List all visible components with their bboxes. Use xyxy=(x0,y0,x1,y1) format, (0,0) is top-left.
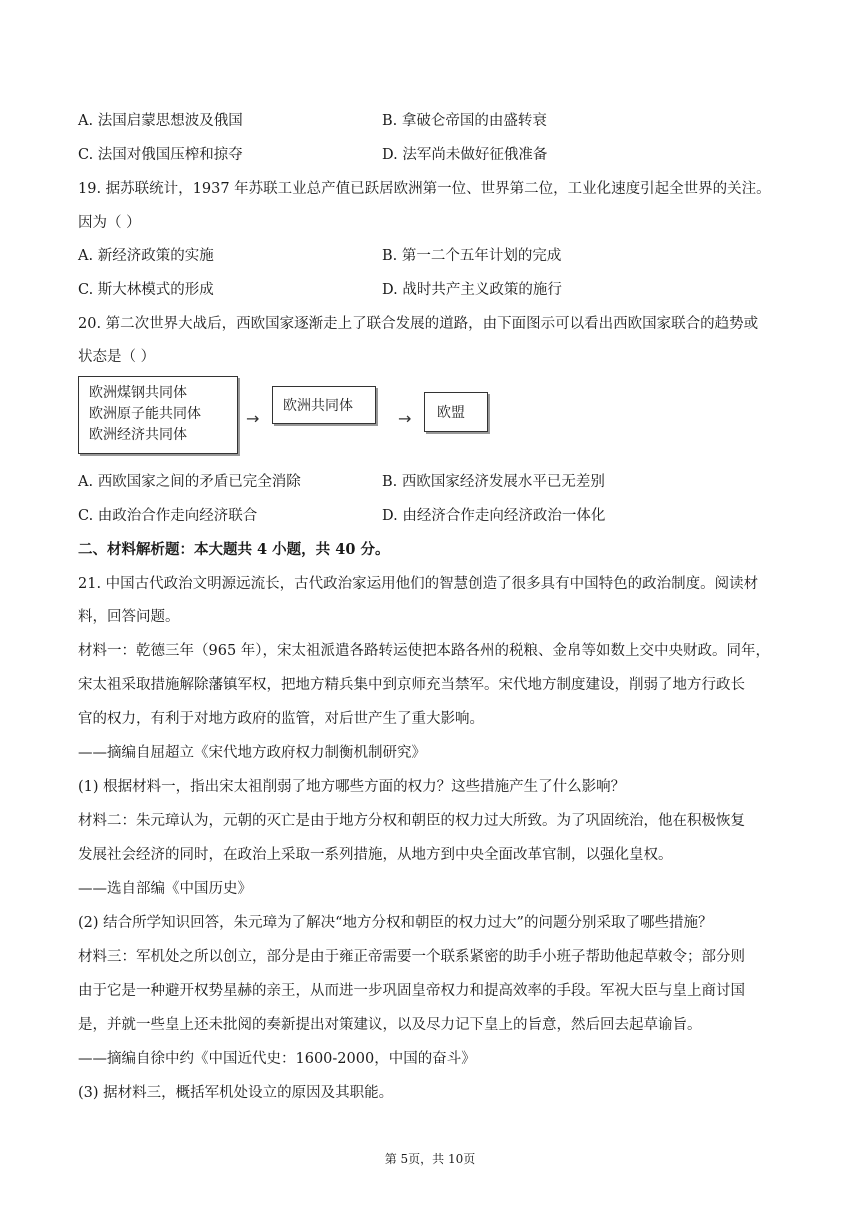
material-3-line2: 由于它是一种避开权势星赫的亲王，从而进一步巩固皇帝权力和提高效率的手段。军祝大臣与皇上商讨国 xyxy=(78,983,745,999)
q20-option-a: A. 西欧国家之间的矛盾已完全消除 xyxy=(78,474,301,490)
q20-option-b: B. 西欧国家经济发展水平已无差别 xyxy=(382,474,605,490)
diagram-box-communities xyxy=(78,376,238,454)
page-footer: 第 5页，共 10页 xyxy=(384,1152,476,1166)
material-2-line1: 材料二：朱元璋认为，元朝的灭亡是由于地方分权和朝臣的权力过大所致。为了巩固统治，他在积极恢复 xyxy=(78,813,745,829)
diagram-box-eu: 欧盟 xyxy=(424,392,488,432)
material-3-line1: 材料三：军机处之所以创立，部分是由于雍正帝需要一个联系紧密的助手小班子帮助他起草敕令；部分则 xyxy=(78,949,745,965)
q21-stem-line1: 21. 中国古代政治文明源远流长，古代政治家运用他们的智慧创造了很多具有中国特色的政治制度。阅读材 xyxy=(78,576,759,592)
material-2-line2: 发展社会经济的同时，在政治上采取一系列措施，从地方到中央全面改革官制，以强化皇权。 xyxy=(78,847,673,863)
q20-stem-line2: 状态是（ ） xyxy=(78,349,156,365)
q18-option-a: A. 法国启蒙思想波及俄国 xyxy=(78,113,243,129)
q18-option-b: B. 拿破仑帝国的由盛转衰 xyxy=(382,113,547,129)
diagram-eec-label: 欧洲经济共同体 xyxy=(89,427,187,443)
material-1-line1: 材料一：乾德三年（965 年），宋太祖派遣各路转运使把本路各州的税粮、金帛等如数上交中央财政。同年， xyxy=(78,643,771,659)
q19-stem-line1: 19. 据苏联统计，1937 年苏联工业总产值已跃居欧洲第一位、世界第二位，工业化速度引起全世界的关注。 xyxy=(78,181,771,197)
question-1: (1) 根据材料一，指出宋太祖削弱了地方哪些方面的权力？这些措施产生了什么影响？ xyxy=(78,779,626,795)
q19-option-b: B. 第一二个五年计划的完成 xyxy=(382,248,562,264)
diagram-ecsc-label: 欧洲煤钢共同体 xyxy=(89,385,187,401)
material-3-source: ——摘编自徐中约《中国近代史：1600-2000，中国的奋斗》 xyxy=(78,1051,476,1067)
q19-option-a: A. 新经济政策的实施 xyxy=(78,248,214,264)
diagram-arrow-2: → xyxy=(398,409,412,428)
material-1-source: ——摘编自屈超立《宋代地方政府权力制衡机制研究》 xyxy=(78,745,426,761)
material-2-source: ——选自部编《中国历史》 xyxy=(78,881,252,897)
section-2-title: 二、材料解析题：本大题共 4 小题，共 40 分。 xyxy=(78,541,390,558)
q19-option-c: C. 斯大林模式的形成 xyxy=(78,282,214,298)
diagram-box-ec: 欧洲共同体 xyxy=(272,386,376,424)
material-1-line3: 官的权力，有利于对地方政府的监管，对后世产生了重大影响。 xyxy=(78,711,484,727)
q18-option-c: C. 法国对俄国压榨和掠夺 xyxy=(78,147,243,163)
q19-stem-line2: 因为（ ） xyxy=(78,215,141,231)
question-3: (3) 据材料三，概括军机处设立的原因及其职能。 xyxy=(78,1085,394,1101)
diagram-euratom-label: 欧洲原子能共同体 xyxy=(89,406,201,422)
q20-option-c: C. 由政治合作走向经济联合 xyxy=(78,508,258,524)
eu-integration-diagram xyxy=(78,376,498,460)
diagram-arrow-1: → xyxy=(246,409,260,428)
question-2: (2) 结合所学知识回答，朱元璋为了解决“地方分权和朝臣的权力过大”的问题分别采取了哪些措施？ xyxy=(78,915,713,931)
q18-option-d: D. 法军尚未做好征俄准备 xyxy=(382,147,548,163)
q21-stem-line2: 料，回答问题。 xyxy=(78,609,180,625)
q20-stem-line1: 20. 第二次世界大战后，西欧国家逐渐走上了联合发展的道路，由下面图示可以看出西欧国家联合的趋势或 xyxy=(78,316,759,332)
material-1-line2: 宋太祖采取措施解除藩镇军权，把地方精兵集中到京师充当禁军。宋代地方制度建设，削弱了地方行政长 xyxy=(78,677,745,693)
q20-option-d: D. 由经济合作走向经济政治一体化 xyxy=(382,508,606,524)
q19-option-d: D. 战时共产主义政策的施行 xyxy=(382,282,562,298)
material-3-line3: 是，并就一些皇上还未批阅的奏新提出对策建议，以及尽力记下皇上的旨意，然后回去起草谕旨。 xyxy=(78,1017,702,1033)
